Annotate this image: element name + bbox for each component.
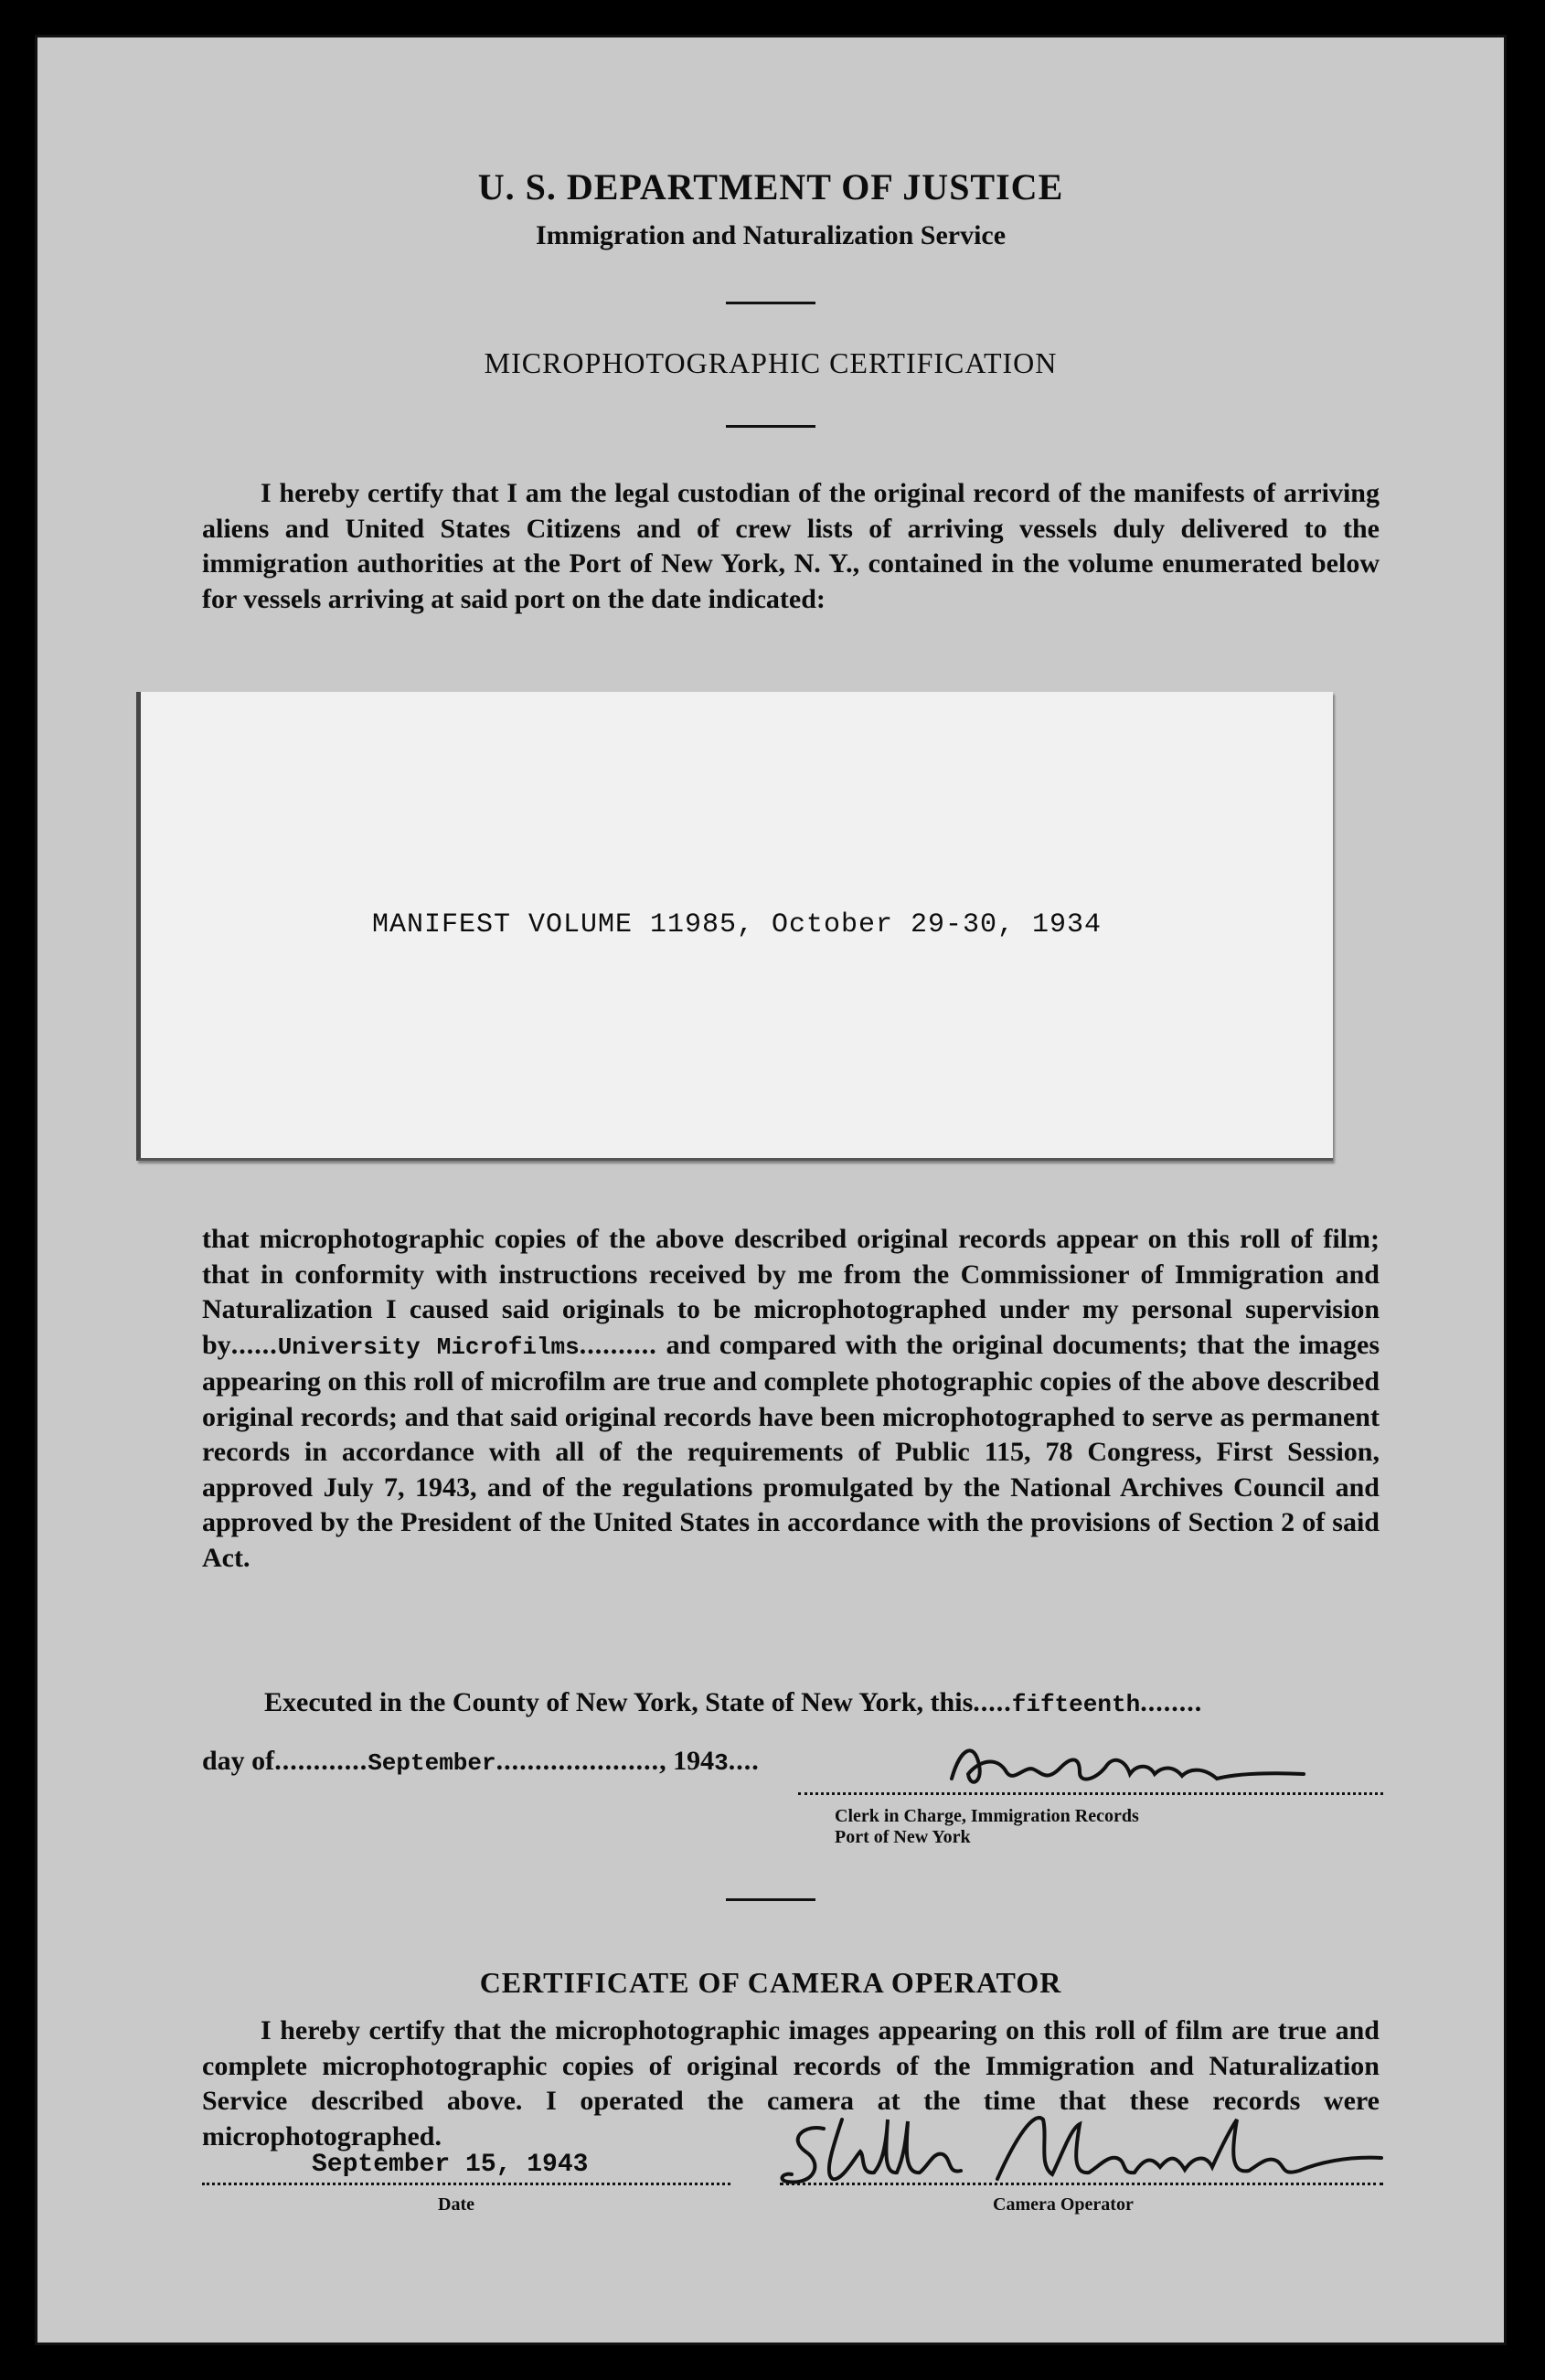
- date-caption: Date: [438, 2194, 474, 2215]
- microfilmer-name: University Microfilms: [277, 1333, 580, 1361]
- year-suffix: 3: [714, 1749, 729, 1777]
- executed-prefix: Executed in the County of New York, State of New York, this: [264, 1687, 974, 1717]
- camera-date: September 15, 1943: [312, 2151, 589, 2179]
- certification-title: MICROPHOTOGRAPHIC CERTIFICATION: [484, 346, 1058, 379]
- intro-paragraph: I hereby certify that I am the legal custodian of the original record of the manifests of arriving aliens and United States Citizens and of crew lists of arriving vessels duly delivered to the immigration authorities at the Port of New York, N. Y., contained in the volume enumerated below for vessels arriving at said port on the date indicated:: [202, 478, 1380, 614]
- body-paragraph-part2: and compared with the original documents; that the images appearing on this roll of microfilm are true and complete photographic copies of the above described original records; and that said original records have been microphotographed to serve as permanent records in accordance with all of the requirements of Public 115, 78 Congress, First Session, approved July 7, 1943, and of the regulations promulgated by the National Archives Council and approved by the President of the United States in accordance with the provisions of Section 2 of said Act.: [202, 1329, 1380, 1573]
- year-prefix: , 194: [659, 1746, 715, 1776]
- body-paragraph-part1: that microphotographic copies of the above described original records appear on this roll of film; that in conformity with instructions received by me from the Commissioner of Immigration and Naturalization I caused said originals to be microphotographed under my personal supervision by: [202, 1224, 1380, 1360]
- clerk-title-line2: Port of New York: [835, 1827, 971, 1847]
- executed-line: Executed in the County of New York, State of New York, this.....fifteenth........: [264, 1687, 1203, 1718]
- executed-month: September: [368, 1749, 496, 1777]
- volume-label-card: [136, 692, 1333, 1161]
- divider: [726, 1898, 815, 1901]
- camera-paragraph: I hereby certify that the microphotographic images appearing on this roll of film are true and complete microphotographic copies of original records of the Immigration and Naturalization Service described above. I operated the camera at the time that these records were microphotographed.: [202, 2015, 1380, 2152]
- day-of-label: day of: [202, 1746, 275, 1776]
- body-paragraph: that microphotographic copies of the above described original records appear on this roll of film; that in conformity with instructions received by me from the Commissioner of Immigration and Naturalization I caused said originals to be microphotographed under my personal supervision by......University Microfilms.......... and compared with the original documents; that the images appearing on this roll of microfilm are true and complete photographic copies of the above described original records; and that said original records have been microphotographed to serve as permanent records in accordance with all of the requirements of Public 115, 78 Congress, First Session, approved July 7, 1943, and of the regulations promulgated by the National Archives Council and approved by the President of the United States in accordance with the provisions of Section 2 of said Act.: [202, 1224, 1380, 1573]
- day-of-line: day of............September....................., 1943....: [202, 1746, 760, 1777]
- volume-label: MANIFEST VOLUME 11985, October 29-30, 1934: [371, 909, 1103, 940]
- clerk-caption: [835, 1806, 1139, 1848]
- clerk-signature: [943, 1728, 1308, 1801]
- divider: [726, 425, 815, 428]
- clerk-signature-line: [798, 1792, 1383, 1795]
- date-line: [202, 2183, 730, 2185]
- certificate-page: [35, 35, 1507, 2345]
- service-heading: Immigration and Naturalization Service: [535, 220, 1007, 250]
- divider: [726, 302, 815, 304]
- camera-certificate-title: CERTIFICATE OF CAMERA OPERATOR: [479, 1966, 1062, 1999]
- operator-signature-line: [780, 2183, 1383, 2185]
- camera-operator-signature: [769, 2101, 1390, 2202]
- executed-day: fifteenth: [1011, 1691, 1141, 1718]
- department-heading: U. S. DEPARTMENT OF JUSTICE: [477, 166, 1064, 207]
- clerk-title-line1: Clerk in Charge, Immigration Records: [835, 1806, 1139, 1826]
- operator-caption: Camera Operator: [993, 2194, 1134, 2215]
